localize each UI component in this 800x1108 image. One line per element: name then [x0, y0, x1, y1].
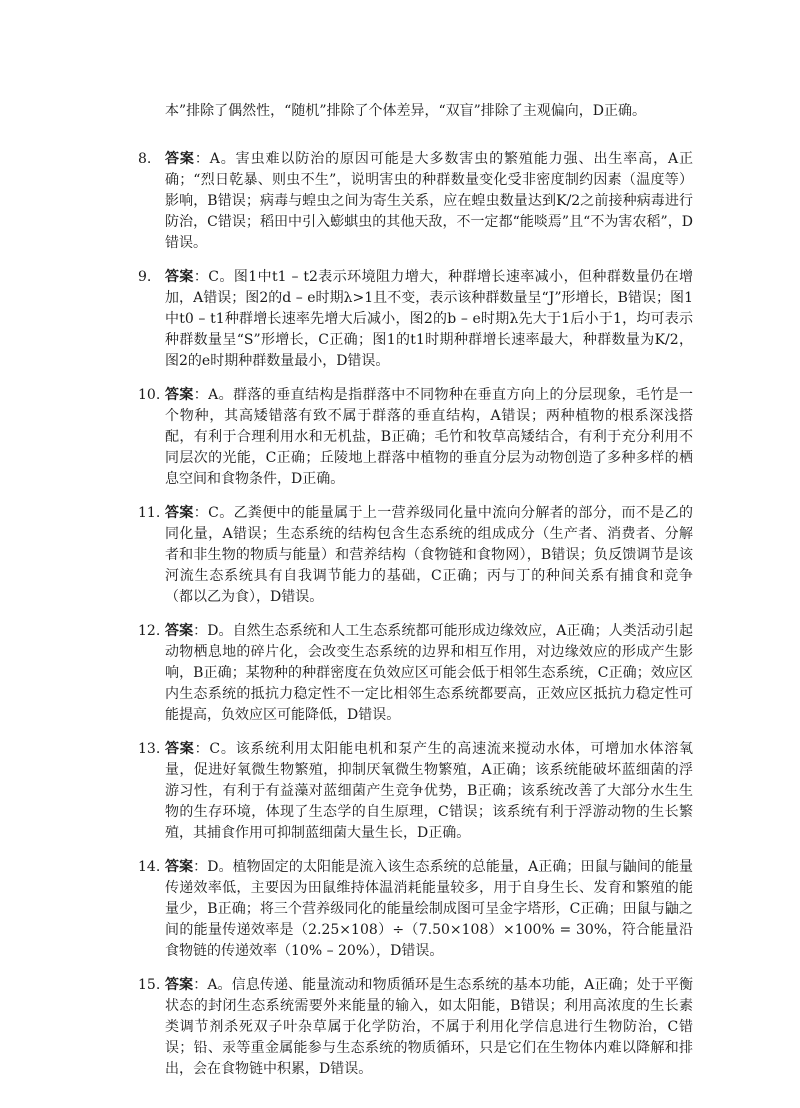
item-body	[165, 621, 693, 726]
item-body	[165, 385, 693, 490]
item-number: 9.	[138, 269, 152, 285]
answer-item	[138, 385, 693, 490]
answer-label: 答案	[165, 387, 194, 403]
item-number: 11.	[138, 505, 161, 521]
item-body	[165, 149, 693, 254]
answer-text: ：C。乙粪便中的能量属于上一营养级同化量中流向分解者的部分，而不是乙的同化量，A错误；生态系统的结构包含生态系统的组成成分（生产者、消费者、分解者和非生物的物质与能量）和营养结构（食物链和食物网），B错误；负反馈调节是该河流生态系统具有自我调节能力的基础，C正确；丙与丁的种间关系有捕食和竞争（都以乙为食），D错误。	[165, 505, 694, 605]
answer-item	[138, 975, 693, 1080]
item-body	[165, 503, 693, 608]
answer-label: 答案	[165, 505, 194, 521]
item-number: 15.	[138, 977, 161, 993]
answer-item	[138, 503, 693, 608]
answer-text: ：D。自然生态系统和人工生态系统都可能形成边缘效应，A正确；人类活动引起动物栖息地的碎片化，会改变生态系统的边界和相互作用，对边缘效应的形成产生影响，B正确；某物种的种群密度在负效应区可能会低于相邻生态系统，C正确；效应区内生态系统的抵抗力稳定性不一定比相邻生态系统都要高，正效应区抵抗力稳定性可能提高，负效应区可能降低，D错误。	[165, 623, 694, 723]
item-number: 14.	[138, 859, 161, 875]
continuation-paragraph: 本”排除了偶然性，“随机”排除了个体差异，“双盲”排除了主观偏向，D正确。	[165, 103, 647, 119]
item-number: 13.	[138, 741, 161, 757]
answer-text: ：A。信息传递、能量流动和物质循环是生态系统的基本功能，A正确；处于平衡状态的封闭生态系统需要外来能量的输入，如太阳能，B错误；利用高浓度的生长素类调节剂杀死双子叶杂草属于化学防治，不属于利用化学信息进行生物防治，C错误；铅、汞等重金属能参与生态系统的物质循环，只是它们在生物体内难以降解和排出，会在食物链中积累，D错误。	[165, 977, 694, 1077]
answer-item	[138, 621, 693, 726]
item-number: 10.	[138, 387, 161, 403]
item-body	[165, 267, 693, 372]
item-number: 12.	[138, 623, 161, 639]
item-body	[165, 857, 693, 962]
answer-label: 答案	[165, 623, 194, 639]
answer-item	[138, 149, 693, 254]
answer-list	[138, 149, 693, 1093]
answer-item	[138, 267, 693, 372]
answer-text: ：C。图1中t1 – t2表示环境阻力增大，种群增长速率减小，但种群数量仍在增加，A错误；图2的d – e时期λ>1且不变，表示该种群数量呈“J”形增长，B错误；图1中t0 – t1种群增长速率先增大后减小，图2的b – e时期λ先大于1后小于1，均可表示种群数量呈“S”形增长，C正确；图1的t1时期种群增长速率最大，种群数量为K/2，图2的e时期种群数量最小，D错误。	[165, 269, 693, 369]
answer-label: 答案	[165, 151, 195, 167]
answer-label: 答案	[165, 977, 194, 993]
answer-text: ：A。群落的垂直结构是指群落中不同物种在垂直方向上的分层现象，毛竹是一个物种，其高矮错落有致不属于群落的垂直结构，A错误；两种植物的根系深浅搭配，有利于合理利用水和无机盐，B正确；毛竹和牧草高矮结合，有利于充分利用不同层次的光能，C正确；丘陵地上群落中植物的垂直分层为动物创造了多种多样的栖息空间和食物条件，D正确。	[165, 387, 694, 487]
answer-text: ：C。该系统利用太阳能电机和泵产生的高速流来搅动水体，可增加水体溶氧量，促进好氧微生物繁殖，抑制厌氧微生物繁殖，A正确；该系统能破坏蓝细菌的浮游习性，有利于有益藻对蓝细菌产生竞争优势，B正确；该系统改善了大部分水生生物的生存环境，体现了生态学的自生原理，C错误；该系统有利于浮游动物的生长繁殖，其捕食作用可抑制蓝细菌大量生长，D正确。	[165, 741, 693, 841]
answer-text: ：A。害虫难以防治的原因可能是大多数害虫的繁殖能力强、出生率高，A正确；“烈日乾暴、则虫不生”，说明害虫的种群数量变化受非密度制约因素（温度等）影响，B错误；病毒与蝗虫之间为寄生关系，应在蝗虫数量达到K/2之前接种病毒进行防治，C错误；稻田中引入蟛蜞虫的其他天敌，不一定都“能啖焉”且“不为害农稻”，D错误。	[165, 151, 694, 251]
answer-item	[138, 857, 693, 962]
answer-label: 答案	[165, 269, 194, 285]
answer-item	[138, 739, 693, 844]
item-body	[165, 739, 693, 844]
answer-label: 答案	[165, 859, 194, 875]
item-number: 8.	[138, 151, 152, 167]
answer-text: ：D。植物固定的太阳能是流入该生态系统的总能量，A正确；田鼠与鼬间的能量传递效率低，主要因为田鼠维持体温消耗能量较多，用于自身生长、发育和繁殖的能量少，B正确；将三个营养级同化的能量绘制成图可呈金字塔形，C正确；田鼠与鼬之间的能量传递效率是（2.25×108）÷（7.50×108）×100% = 30%，符合能量沿食物链的传递效率（10% – 20%），D错误。	[165, 859, 694, 959]
item-body	[165, 975, 693, 1080]
answer-label: 答案	[165, 741, 195, 757]
